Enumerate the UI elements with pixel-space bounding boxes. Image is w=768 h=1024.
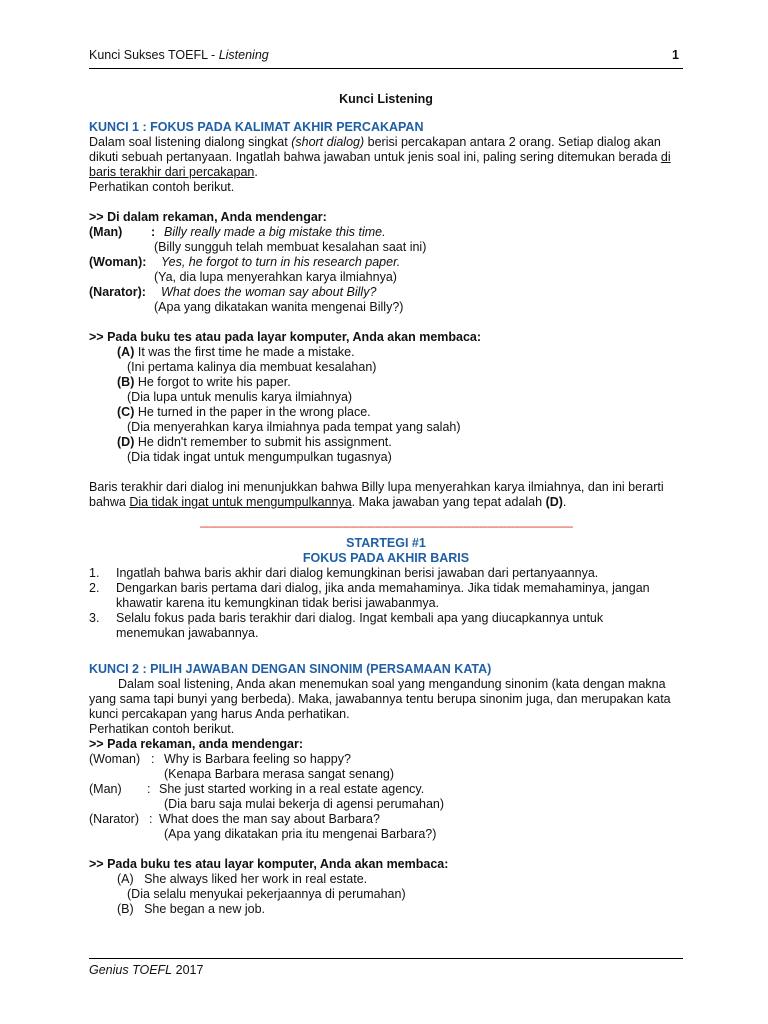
kunci2-paragraph-line: yang sama tapi bunyi yang berbeda). Maka, jawabannya tentu berupa sinonim juga, dan merupakan kata: [89, 692, 671, 706]
option-item: (B) He forgot to write his paper.: [117, 375, 291, 389]
kunci1-paragraph-line: baris terakhir dari percakapan.: [89, 165, 258, 179]
list-item: 1. Ingatlah bahwa baris akhir dari dialog kemungkinan berisi jawaban dari pertanyaannya.: [89, 566, 599, 580]
kunci1-paragraph-line: dikuti sebuah pertanyaan. Ingatlah bahwa jawaban untuk jenis soal ini, paling sering ditemukan berada di: [89, 150, 671, 164]
page-number: 1: [672, 48, 679, 62]
kunci2-heading: KUNCI 2 : PILIH JAWABAN DENGAN SINONIM (PERSAMAAN KATA): [89, 662, 492, 676]
kunci2-rekaman-heading: >> Pada rekaman, anda mendengar:: [89, 737, 303, 751]
dialog-translation: (Ya, dia lupa menyerahkan karya ilmiahnya): [154, 270, 397, 284]
kunci1-options: [89, 345, 683, 465]
option-item: (B) She began a new job.: [117, 902, 266, 916]
kunci1-paragraph-line: Perhatikan contoh berikut.: [89, 180, 235, 194]
footer-year: 2017: [172, 963, 204, 977]
option-translation: (Dia selalu menyukai pekerjaannya di perumahan): [127, 887, 406, 901]
option-translation: (Ini pertama kalinya dia membuat kesalahan): [127, 360, 377, 374]
option-item: (A) It was the first time he made a mistake.: [117, 345, 355, 359]
kunci2-paragraph-line: kunci percakapan yang harus Anda perhatikan.: [89, 707, 350, 721]
option-translation: (Dia lupa untuk menulis karya ilmiahnya): [127, 390, 353, 404]
option-translation: (Dia menyerahkan karya ilmiahnya pada tempat yang salah): [127, 420, 461, 434]
strategi-list: [89, 566, 683, 641]
section-divider: --------------------------------------------------------------------------------------------------------------------------------------------: [199, 521, 573, 533]
header-subtitle: Listening: [218, 48, 269, 62]
option-item: (A) She always liked her work in real estate.: [117, 872, 368, 886]
option-item: (C) He turned in the paper in the wrong place.: [117, 405, 371, 419]
page-footer: [89, 958, 683, 977]
page-header: [89, 48, 683, 69]
kunci2-buku-heading: >> Pada buku tes atau layar komputer, Anda akan membaca:: [89, 857, 449, 871]
kunci1-heading: KUNCI 1 : FOKUS PADA KALIMAT AKHIR PERCAKAPAN: [89, 120, 424, 134]
doc-title: Kunci Listening: [339, 92, 433, 106]
header-title: Kunci Sukses TOEFL - Listening: [89, 48, 269, 62]
strategi-subheading: FOKUS PADA AKHIR BARIS: [302, 551, 470, 565]
kunci1-buku-heading: >> Pada buku tes atau pada layar komputer, Anda akan membaca:: [89, 330, 482, 344]
dialog-line: (Man) : She just started working in a real estate agency.: [89, 782, 425, 796]
dialog-line: (Narator) : What does the man say about Barbara?: [89, 812, 380, 826]
dialog-line: (Woman) : Why is Barbara feeling so happy?: [89, 752, 351, 766]
dialog-translation: (Billy sungguh telah membuat kesalahan saat ini): [154, 240, 427, 254]
list-item: 2. Dengarkan baris pertama dari dialog, jika anda memahaminya. Jika tidak memahaminya, jangan khawatir karena itu kemungkinan tidak berisi jawabanmya.: [89, 581, 650, 610]
footer-brand: Genius TOEFL: [89, 963, 173, 977]
kunci1-rekaman-heading: >> Di dalam rekaman, Anda mendengar:: [89, 210, 327, 224]
dialog-line: (Woman): Yes, he forgot to turn in his research paper.: [89, 255, 401, 269]
kunci2-paragraph-line: Dalam soal listening, Anda akan menemukan soal yang mengandung sinonim (kata dengan makna: [118, 677, 666, 691]
dialog-line: (Man) : Billy really made a big mistake this time.: [89, 225, 386, 239]
option-translation: (Dia tidak ingat untuk mengumpulkan tugasnya): [127, 450, 392, 464]
dialog-translation: (Apa yang dikatakan wanita mengenai Billy?): [154, 300, 404, 314]
kunci1-conclusion-line: bahwa Dia tidak ingat untuk mengumpulkannya. Maka jawaban yang tepat adalah (D).: [89, 495, 567, 509]
document-page: [89, 0, 683, 1024]
strategi-heading: STARTEGI #1: [346, 536, 426, 550]
kunci1-dialog: [89, 225, 683, 315]
kunci1-paragraph-line: Dalam soal listening dialong singkat (short dialog) berisi percakapan antara 2 orang. Setiap dialog akan: [89, 135, 661, 149]
kunci2-dialog: [89, 752, 683, 842]
kunci1-conclusion-line: Baris terakhir dari dialog ini menunjukkan bahwa Billy lupa menyerahkan karya ilmiahnya, dan ini berarti: [89, 480, 664, 494]
list-item: 3. Selalu fokus pada baris terakhir dari dialog. Ingat kembali apa yang diucapkannya untuk menemukan jawabannya.: [89, 611, 604, 640]
kunci2-paragraph-line: Perhatikan contoh berikut.: [89, 722, 235, 736]
dialog-line: (Narator): What does the woman say about Billy?: [89, 285, 377, 299]
dialog-translation: (Apa yang dikatakan pria itu mengenai Barbara?): [164, 827, 437, 841]
kunci2-options: [89, 872, 683, 917]
dialog-translation: (Dia baru saja mulai bekerja di agensi perumahan): [164, 797, 445, 811]
option-item: (D) He didn't remember to submit his assignment.: [117, 435, 392, 449]
page-content: [89, 92, 683, 917]
dialog-translation: (Kenapa Barbara merasa sangat senang): [164, 767, 395, 781]
